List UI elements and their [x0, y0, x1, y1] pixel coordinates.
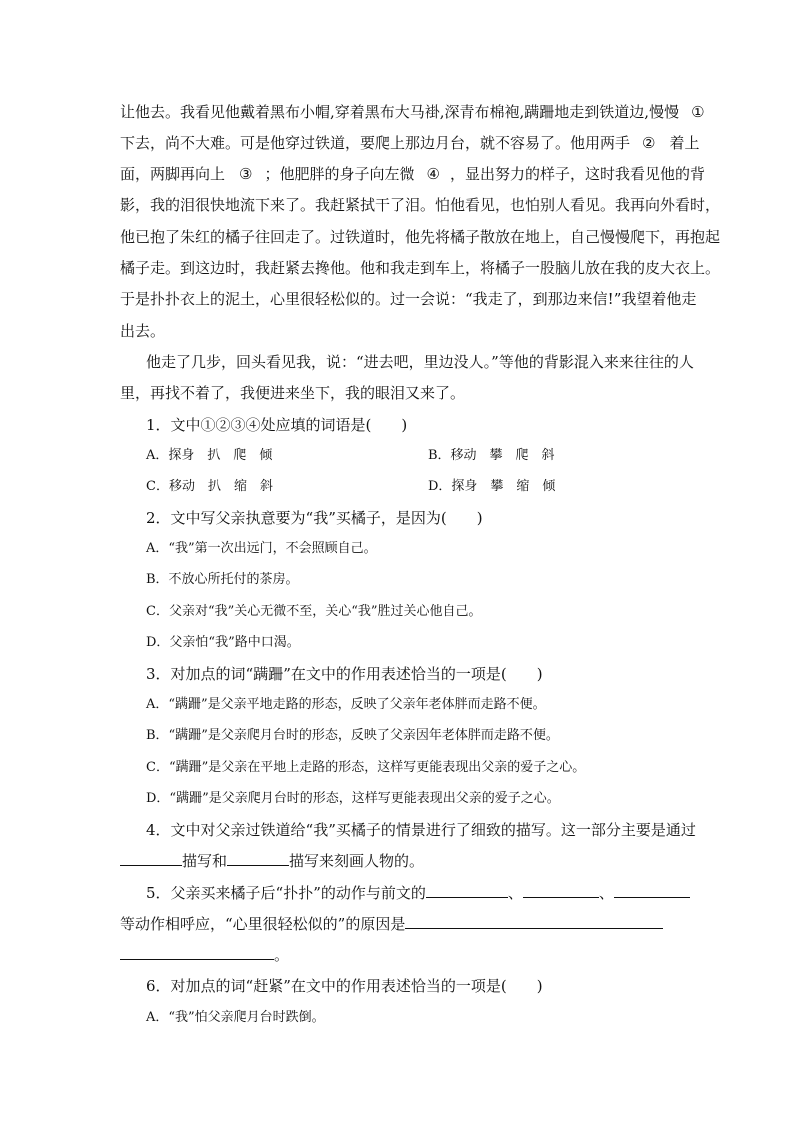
- question-1-option-b[interactable]: B．移动 攀 爬 斜: [428, 448, 555, 463]
- question-6-stem: 6．对加点的词“赶紧”在文中的作用表述恰当的一项是( ): [146, 977, 543, 995]
- passage-text: ；他肥胖的身子向左微: [264, 165, 415, 183]
- blank-mark-3: ③: [239, 165, 253, 183]
- question-4-stem: 4．文中对父亲过铁道给“我”买橘子的情景进行了细致的描写。这一部分主要是通过: [146, 821, 696, 839]
- answer-blank[interactable]: [227, 851, 289, 866]
- question-6-option-a[interactable]: A．“我”怕父亲爬月台时跌倒。: [146, 1010, 325, 1025]
- passage-text: 出去。: [120, 322, 166, 340]
- answer-blank[interactable]: [614, 883, 690, 898]
- question-2-stem: 2．文中写父亲执意要为“我”买橘子，是因为( ): [146, 509, 483, 527]
- passage-text: 下去，尚不大难。可是他穿过铁道，要爬上那边月台，就不容易了。他用两手: [120, 134, 631, 152]
- question-3-stem: 3．对加点的词“蹒跚”在文中的作用表述恰当的一项是( ): [146, 665, 543, 683]
- passage-text: 他已抱了朱红的橘子往回走了。过铁道时，他先将橘子散放在地上，自己慢慢爬下，再抱起: [120, 228, 721, 246]
- question-1-option-c[interactable]: C．移动 扒 缩 斜: [146, 479, 273, 494]
- separator: 、: [507, 884, 523, 902]
- passage-text: 影，我的泪很快地流下来了。我赶紧拭干了泪。怕他看见，也怕别人看见。我再向外看时，: [120, 196, 721, 214]
- question-2-option-b[interactable]: B．不放心所托付的茶房。: [146, 572, 299, 587]
- passage-text: 着上: [669, 134, 700, 152]
- answer-blank[interactable]: [523, 883, 599, 898]
- passage-text: 于是扑扑衣上的泥土，心里很轻松似的。过一会说：“我走了，到那边来信!”我望着他走: [120, 290, 697, 308]
- passage-text: 让他去。我看见他戴着黑布小帽,穿着黑布大马褂,深青布棉袍,蹒跚地走到铁道边,慢慢: [120, 103, 680, 121]
- blank-mark-4: ④: [426, 165, 440, 183]
- passage-line-1: [120, 102, 705, 122]
- question-2-option-c[interactable]: C．父亲对“我”关心无微不至，关心“我”胜过关心他自己。: [146, 604, 482, 619]
- blank-mark-2: ②: [642, 134, 656, 152]
- answer-blank[interactable]: [426, 883, 508, 898]
- answer-blank[interactable]: [405, 914, 663, 929]
- question-1-option-a[interactable]: A．探身 扒 爬 倾: [146, 448, 273, 463]
- passage-text: 橘子走。到这边时，我赶紧去搀他。他和我走到车上，将橘子一股脑儿放在我的皮大衣上。: [120, 259, 721, 277]
- question-3-option-b[interactable]: B．“蹒跚”是父亲爬月台时的形态，反映了父亲因年老体胖而走路不便。: [146, 728, 559, 743]
- passage-text: 里，再找不着了，我便进来坐下，我的眼泪又来了。: [120, 384, 466, 402]
- question-5-line-3: [120, 945, 289, 965]
- passage-line-6: [120, 258, 720, 278]
- question-text: 描写来刻画人物的。: [289, 852, 425, 870]
- question-3-option-c[interactable]: C．“蹒跚”是父亲在平地上走路的形态，这样写更能表现出父亲的爱子之心。: [146, 760, 586, 775]
- question-3-option-d[interactable]: D．“蹒跚”是父亲爬月台时的形态，这样写更能表现出父亲的爱子之心。: [146, 791, 560, 806]
- passage-text: ，显出努力的样子，这时我看见他的背: [449, 165, 705, 183]
- question-text: 等动作相呼应，“心里很轻松似的”的原因是: [120, 915, 406, 933]
- passage-line-2: [120, 133, 699, 153]
- passage-line-10: [120, 383, 465, 403]
- question-5-line-2: [120, 914, 663, 934]
- question-1-option-d[interactable]: D．探身 攀 缩 倾: [428, 479, 556, 494]
- question-3-option-a[interactable]: A．“蹒跚”是父亲平地走路的形态，反映了父亲年老体胖而走路不便。: [146, 697, 546, 712]
- question-2-option-a[interactable]: A．“我”第一次出远门，不会照顾自己。: [146, 541, 377, 556]
- passage-line-7: [120, 289, 696, 309]
- question-5-stem: [146, 883, 690, 903]
- passage-line-4: [120, 195, 720, 215]
- passage-text: 面，两脚再向上: [120, 165, 226, 183]
- passage-line-3: [120, 164, 705, 184]
- question-2-option-d[interactable]: D．父亲怕“我”路中口渴。: [146, 635, 300, 650]
- answer-blank[interactable]: [120, 851, 182, 866]
- passage-line-9: [146, 352, 694, 372]
- passage-line-8: [120, 321, 165, 341]
- question-4-fill-line: [120, 851, 424, 871]
- answer-blank[interactable]: [120, 945, 274, 960]
- passage-text: 他走了几步，回头看见我，说：“进去吧，里边没人。”等他的背影混入来来往往的人: [146, 353, 694, 371]
- question-text: 。: [274, 946, 290, 964]
- question-1-stem: 1．文中①②③④处应填的词语是( ): [146, 416, 408, 434]
- blank-mark-1: ①: [691, 103, 705, 121]
- separator: 、: [598, 884, 614, 902]
- passage-line-5: [120, 227, 720, 247]
- question-text: 描写和: [182, 852, 228, 870]
- question-text: 5．父亲买来橘子后“扑扑”的动作与前文的: [146, 884, 426, 902]
